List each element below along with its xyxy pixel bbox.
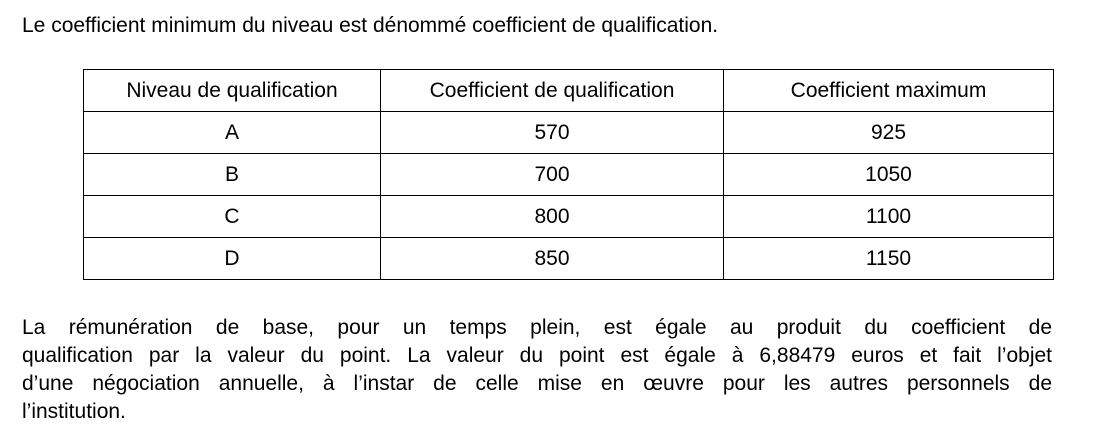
cell-niveau: A <box>84 112 381 154</box>
header-niveau: Niveau de qualification <box>84 70 381 112</box>
header-coefficient-qualification: Coefficient de qualification <box>381 70 724 112</box>
cell-coefficient-maximum: 1100 <box>724 196 1054 238</box>
table-row <box>84 196 1054 238</box>
intro-sentence: Le coefficient minimum du niveau est dénommé coefficient de qualification. <box>22 14 719 37</box>
header-coefficient-maximum: Coefficient maximum <box>724 70 1054 112</box>
table-row <box>84 112 1054 154</box>
paragraph-line: d’une négociation annuelle, à l’instar de celle mise en œuvre pour les autres personnels de <box>22 372 1052 395</box>
table-header-row <box>84 70 1054 112</box>
cell-niveau: D <box>84 238 381 280</box>
qualification-coefficient-table <box>83 69 1054 280</box>
cell-coefficient-qualification: 700 <box>381 154 724 196</box>
cell-coefficient-maximum: 1150 <box>724 238 1054 280</box>
paragraph-line: La rémunération de base, pour un temps plein, est égale au produit du coefficient de <box>22 316 1052 339</box>
cell-coefficient-maximum: 925 <box>724 112 1054 154</box>
paragraph-line: qualification par la valeur du point. La valeur du point est égale à 6,88479 euros et fait l’objet <box>22 344 1052 367</box>
cell-coefficient-qualification: 570 <box>381 112 724 154</box>
cell-coefficient-qualification: 850 <box>381 238 724 280</box>
cell-niveau: B <box>84 154 381 196</box>
cell-coefficient-maximum: 1050 <box>724 154 1054 196</box>
paragraph-line: l’institution. <box>22 400 126 423</box>
table-row <box>84 154 1054 196</box>
cell-coefficient-qualification: 800 <box>381 196 724 238</box>
remuneration-paragraph <box>22 314 1052 426</box>
table-row <box>84 238 1054 280</box>
cell-niveau: C <box>84 196 381 238</box>
